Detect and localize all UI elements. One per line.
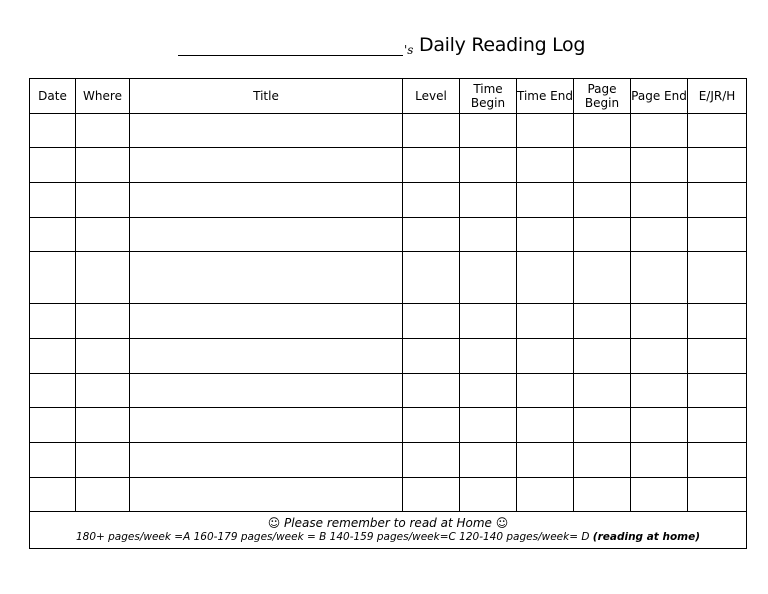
cell-level[interactable] <box>403 408 460 443</box>
cell-date[interactable] <box>30 478 76 512</box>
table-row <box>30 183 747 218</box>
table-row <box>30 114 747 148</box>
cell-time-begin[interactable] <box>460 183 517 218</box>
cell-time-begin[interactable] <box>460 218 517 252</box>
cell-time-begin[interactable] <box>460 443 517 478</box>
cell-time-end[interactable] <box>517 339 574 374</box>
cell-date[interactable] <box>30 218 76 252</box>
page-title: Daily Reading Log <box>419 34 586 56</box>
cell-ejrh[interactable] <box>688 304 747 339</box>
cell-time-begin[interactable] <box>460 339 517 374</box>
cell-page-begin[interactable] <box>574 339 631 374</box>
cell-where[interactable] <box>76 339 130 374</box>
col-page-begin: Page Begin <box>574 79 631 114</box>
cell-page-end[interactable] <box>631 478 688 512</box>
reading-log-table <box>29 78 747 549</box>
cell-date[interactable] <box>30 408 76 443</box>
name-possessive: 's <box>404 43 414 57</box>
cell-where[interactable] <box>76 443 130 478</box>
cell-where[interactable] <box>76 304 130 339</box>
cell-page-end[interactable] <box>631 252 688 304</box>
cell-time-begin[interactable] <box>460 148 517 183</box>
cell-page-end[interactable] <box>631 218 688 252</box>
cell-page-end[interactable] <box>631 339 688 374</box>
cell-time-end[interactable] <box>517 408 574 443</box>
header-row <box>30 79 747 114</box>
grading-scale-note: (reading at home) <box>592 531 701 543</box>
cell-page-end[interactable] <box>631 114 688 148</box>
cell-ejrh[interactable] <box>688 339 747 374</box>
cell-time-begin[interactable] <box>460 114 517 148</box>
cell-ejrh[interactable] <box>688 183 747 218</box>
cell-page-begin[interactable] <box>574 218 631 252</box>
cell-title[interactable] <box>130 478 403 512</box>
cell-time-begin[interactable] <box>460 374 517 408</box>
cell-page-begin[interactable] <box>574 408 631 443</box>
cell-where[interactable] <box>76 114 130 148</box>
footer-notes <box>30 512 747 549</box>
col-level: Level <box>403 79 460 114</box>
cell-page-end[interactable] <box>631 443 688 478</box>
cell-time-end[interactable] <box>517 252 574 304</box>
log-title-area <box>0 33 768 63</box>
cell-where[interactable] <box>76 183 130 218</box>
col-time-begin: Time Begin <box>460 79 517 114</box>
table-row <box>30 339 747 374</box>
cell-page-begin[interactable] <box>574 114 631 148</box>
cell-time-end[interactable] <box>517 218 574 252</box>
cell-page-begin[interactable] <box>574 183 631 218</box>
cell-time-end[interactable] <box>517 114 574 148</box>
student-name-blank <box>178 55 403 56</box>
cell-title[interactable] <box>130 304 403 339</box>
col-time-end: Time End <box>517 79 574 114</box>
cell-date[interactable] <box>30 339 76 374</box>
cell-page-begin[interactable] <box>574 252 631 304</box>
cell-time-begin[interactable] <box>460 478 517 512</box>
cell-date[interactable] <box>30 443 76 478</box>
cell-time-end[interactable] <box>517 374 574 408</box>
cell-title[interactable] <box>130 114 403 148</box>
footer-row <box>30 512 747 549</box>
cell-title[interactable] <box>130 339 403 374</box>
cell-title[interactable] <box>130 148 403 183</box>
cell-time-begin[interactable] <box>460 304 517 339</box>
cell-title[interactable] <box>130 443 403 478</box>
cell-level[interactable] <box>403 478 460 512</box>
col-page-end: Page End <box>631 79 688 114</box>
cell-time-end[interactable] <box>517 478 574 512</box>
cell-page-end[interactable] <box>631 374 688 408</box>
cell-page-end[interactable] <box>631 148 688 183</box>
table-row <box>30 443 747 478</box>
col-date: Date <box>30 79 76 114</box>
cell-page-begin[interactable] <box>574 374 631 408</box>
cell-level[interactable] <box>403 114 460 148</box>
cell-level[interactable] <box>403 218 460 252</box>
cell-page-end[interactable] <box>631 304 688 339</box>
cell-page-end[interactable] <box>631 183 688 218</box>
cell-where[interactable] <box>76 148 130 183</box>
cell-page-begin[interactable] <box>574 478 631 512</box>
reminder-text: ☺ Please remember to read at Home ☺ <box>267 516 509 530</box>
table-row <box>30 218 747 252</box>
cell-title[interactable] <box>130 374 403 408</box>
cell-ejrh[interactable] <box>688 148 747 183</box>
cell-where[interactable] <box>76 252 130 304</box>
grading-scale <box>30 530 746 544</box>
cell-ejrh[interactable] <box>688 478 747 512</box>
cell-time-begin[interactable] <box>460 252 517 304</box>
grading-scale-text: 180+ pages/week =A 160-179 pages/week = B 140-159 pages/week=C 120-140 pages/week= D <box>75 531 590 543</box>
cell-ejrh[interactable] <box>688 218 747 252</box>
cell-level[interactable] <box>403 304 460 339</box>
cell-time-end[interactable] <box>517 304 574 339</box>
cell-time-end[interactable] <box>517 148 574 183</box>
cell-date[interactable] <box>30 114 76 148</box>
cell-ejrh[interactable] <box>688 114 747 148</box>
cell-date[interactable] <box>30 183 76 218</box>
cell-date[interactable] <box>30 304 76 339</box>
cell-ejrh[interactable] <box>688 252 747 304</box>
cell-date[interactable] <box>30 148 76 183</box>
table-row <box>30 374 747 408</box>
cell-where[interactable] <box>76 408 130 443</box>
cell-ejrh[interactable] <box>688 408 747 443</box>
cell-date[interactable] <box>30 252 76 304</box>
cell-title[interactable] <box>130 408 403 443</box>
cell-level[interactable] <box>403 252 460 304</box>
cell-time-begin[interactable] <box>460 408 517 443</box>
cell-date[interactable] <box>30 374 76 408</box>
cell-title[interactable] <box>130 183 403 218</box>
cell-level[interactable] <box>403 148 460 183</box>
table-row <box>30 478 747 512</box>
table-row <box>30 148 747 183</box>
table-row <box>30 304 747 339</box>
cell-where[interactable] <box>76 478 130 512</box>
col-ejrh: E/JR/H <box>688 79 747 114</box>
cell-level[interactable] <box>403 443 460 478</box>
cell-time-end[interactable] <box>517 183 574 218</box>
cell-where[interactable] <box>76 374 130 408</box>
cell-level[interactable] <box>403 339 460 374</box>
table-row <box>30 408 747 443</box>
cell-title[interactable] <box>130 218 403 252</box>
cell-ejrh[interactable] <box>688 374 747 408</box>
cell-page-begin[interactable] <box>574 304 631 339</box>
table-row <box>30 252 747 304</box>
cell-page-begin[interactable] <box>574 148 631 183</box>
cell-ejrh[interactable] <box>688 443 747 478</box>
cell-level[interactable] <box>403 183 460 218</box>
cell-time-end[interactable] <box>517 443 574 478</box>
cell-where[interactable] <box>76 218 130 252</box>
cell-title[interactable] <box>130 252 403 304</box>
cell-level[interactable] <box>403 374 460 408</box>
col-where: Where <box>76 79 130 114</box>
col-title: Title <box>130 79 403 114</box>
cell-page-begin[interactable] <box>574 443 631 478</box>
cell-page-end[interactable] <box>631 408 688 443</box>
